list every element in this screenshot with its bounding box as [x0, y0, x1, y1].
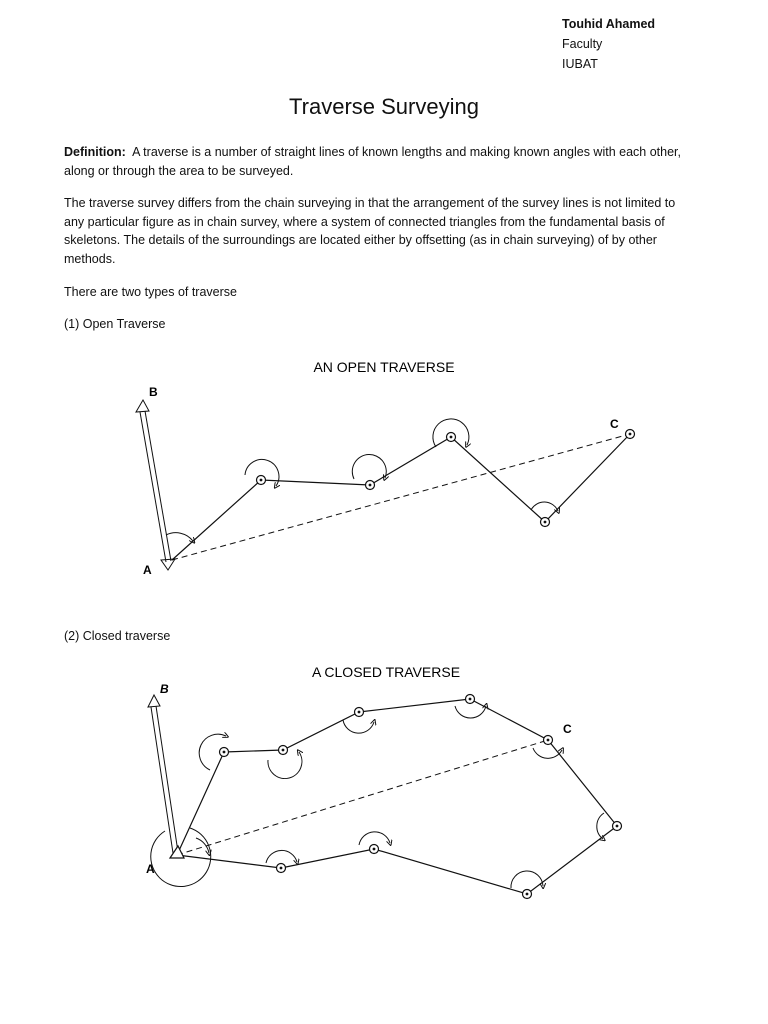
open-traverse-figure [136, 359, 635, 577]
definition-label: Definition: [64, 145, 126, 159]
closed-traverse-line [177, 699, 617, 894]
page-title: Traverse Surveying [289, 94, 479, 119]
closed-traverse-figure [146, 664, 622, 899]
closed-baseline-ab [148, 695, 178, 853]
types-intro: There are two types of traverse [64, 285, 237, 299]
open-label-c: C [610, 417, 619, 431]
open-stations [257, 430, 635, 527]
closed-label-c: C [563, 722, 572, 736]
closed-traverse-heading: (2) Closed traverse [64, 629, 171, 643]
open-traverse-heading: (1) Open Traverse [64, 317, 166, 331]
open-label-b: B [149, 385, 158, 399]
author-institution: IUBAT [562, 57, 598, 71]
author-position: Faculty [562, 37, 603, 51]
open-baseline-ab [136, 400, 175, 570]
open-figure-title: AN OPEN TRAVERSE [313, 359, 455, 375]
definition-text: A traverse is a number of straight lines of known lengths and making known angles with each other, along or through the area to be surveyed. [64, 145, 681, 178]
closed-label-b: B [160, 682, 169, 696]
closed-label-a: A [146, 862, 155, 876]
open-station-dots [260, 433, 632, 524]
author-name: Touhid Ahamed [562, 17, 656, 31]
open-label-a: A [143, 563, 152, 577]
open-dashed-line [172, 434, 630, 560]
closed-figure-title: A CLOSED TRAVERSE [311, 664, 461, 680]
description-paragraph: The traverse survey differs from the chain surveying in that the arrangement of the survey lines is not limited to any particular figure as in chain survey, where a system of connected triangles from the fundamental basis of skeletons. The details of the surroundings are located either by offsetting (as in chain surveying) of by other methods. [64, 196, 676, 266]
